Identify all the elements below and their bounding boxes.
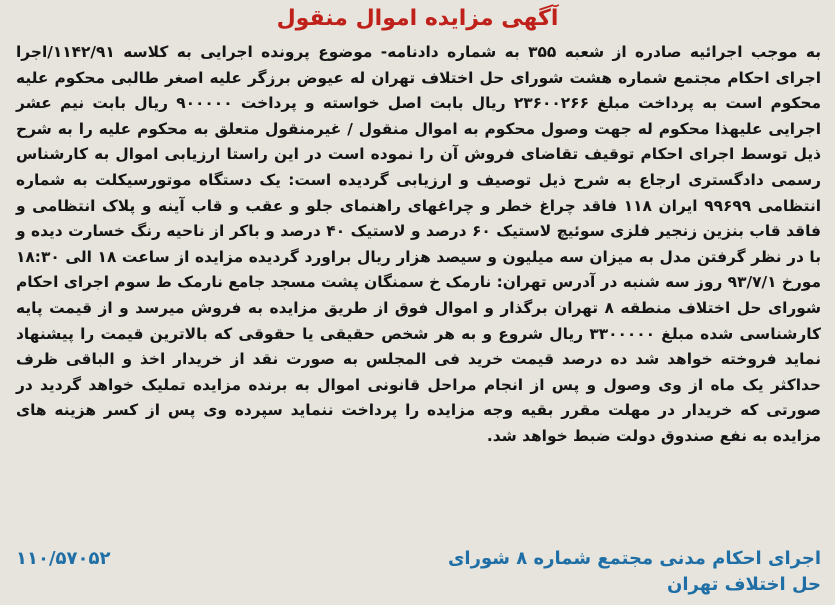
notice-body-text: به موجب اجرائیه صادره از شعبه ۳۵۵ به شماره دادنامه- موضوع پرونده اجرایی به کلاسه ۱۱۴۲/۹۱/اجرا اجرای احکام مجتمع شماره هشت شورای حل اختلاف تهران له عیوض برزگر علیه اصغر طالبی محکوم علیه محکوم است به پرداخت مبلغ ۲۳۶۰۰۲۶۶ ریال بابت اصل خواسته و پرداخت ۹۰۰۰۰۰ ریال بابت نیم عشر اجرایی علیهذا محکوم له جهت وصول محکوم به اموال منقول / غیرمنقول متعلق به محکوم علیه را به شرح ذیل توسط اجرای احکام توقیف تقاضای فروش آن را نموده است در این راستا ارزیابی اموال به کارشناس رسمی دادگستری ارجاع به شرح ذیل توصیف و ارزیابی گردیده است: یک دستگاه موتورسیکلت به شماره انتظامی ۹۹۶۹۹ ایران ۱۱۸ فاقد چراغ خطر و چراغهای راهنمای جلو و عقب و قاب آینه و پلاک انتظامی و فاقد قاب بنزین زنجیر فلزی سوئیچ لاستیک ۶۰ درصد و لاستیک ۴۰ درصد و باکر از ناحیه رنگ خسارت دیده و با در نظر گرفتن مدل به میزان سه میلیون و سیصد هزار ریال براورد گردیده مزایده از ساعت ۱۸ الی ۱۸:۳۰ مورخ ۹۳/۷/۱ روز سه شنبه در آدرس تهران: نارمک خ سمنگان پشت مسجد جامع نارمک ط سوم اجرای احکام شورای حل اختلاف منطقه ۸ تهران برگذار و اموال فوق از طریق مزایده به فروش میرسد و از قیمت پایه کارشناسی شده مبلغ ۳۳۰۰۰۰۰ ریال شروع و به هر شخص حقیقی یا حقوقی که بالاترین قیمت را پیشنهاد نماید فروخته خواهد شد ده درصد قیمت خرید فی المجلس به صورت نقد از خریدار اخذ و الباقی ظرف حداکثر یک ماه از وی وصول و پس از انجام مراحل قانونی اموال به برنده مزایده تملیک خواهد گردید در صورتی که خریدار در مهلت مقرر بقیه وجه مزایده را پرداخت ننماید سپرده وی پس از کسر هزینه های مزایده به نفع صندوق دولت ضبط خواهد شد.	[16, 43, 822, 445]
issuer-line-1	[16, 546, 821, 572]
notice-body	[16, 40, 821, 450]
issuer-name-line-2: حل اختلاف تهران	[666, 574, 821, 595]
issuer-line-2	[16, 572, 821, 598]
notice-code: ۱۱۰/۵۷۰۵۲	[16, 548, 111, 569]
notice-title: آگهی مزایده اموال منقول	[276, 6, 559, 31]
issuer-name-line-1: اجرای احکام مدنی مجتمع شماره ۸ شورای	[447, 548, 821, 569]
